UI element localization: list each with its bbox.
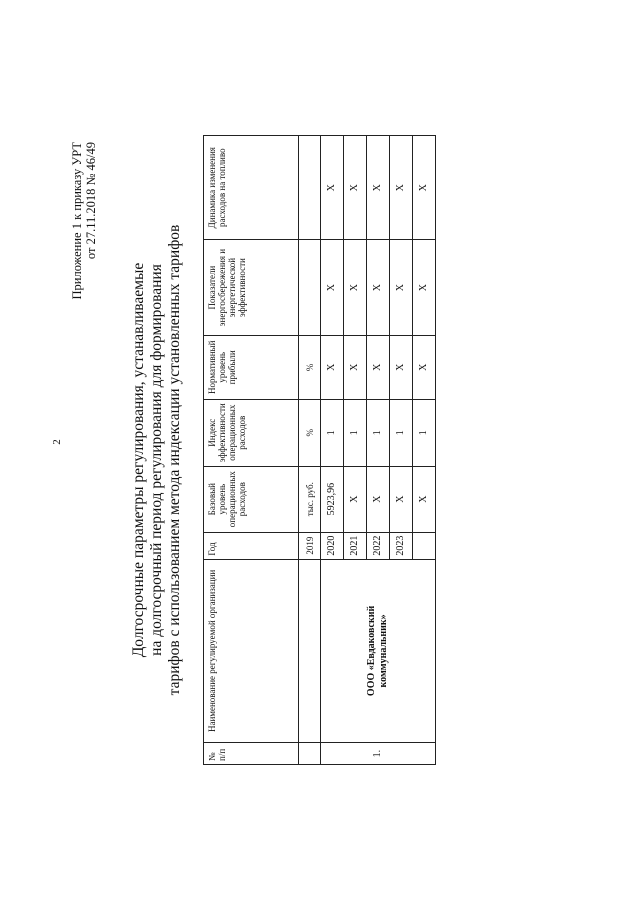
header-energy-saving: Показатели энергосбережения и энергетической эффективности: [204, 240, 299, 335]
table-cell-eff: 1: [390, 399, 413, 466]
title-line-1: Долгосрочные параметры регулирования, устанавливаемые: [130, 262, 147, 658]
table-cell-profit: X: [390, 335, 413, 399]
table-cell-base: X: [390, 466, 413, 532]
table-cell-base: X: [413, 466, 436, 532]
table-cell-year: 2021: [344, 532, 367, 559]
table-cell-year: 2023: [390, 532, 413, 559]
rotated-page-content: [70, 130, 570, 790]
table-cell-base: X: [367, 466, 390, 532]
appendix-line-1: Приложение 1 к приказу УРТ: [70, 142, 84, 300]
header-profit-level: Нормативный уровень прибыли: [204, 335, 299, 399]
table-cell-profit: X: [413, 335, 436, 399]
table-cell-energy: X: [321, 240, 344, 335]
table-cell-fuel: X: [321, 136, 344, 240]
table-cell-base: 5923,96: [321, 466, 344, 532]
units-eff: %: [299, 399, 321, 466]
units-empty: [299, 559, 321, 743]
table-cell-profit: X: [321, 335, 344, 399]
table-cell-base: X: [344, 466, 367, 532]
table-cell-fuel: X: [367, 136, 390, 240]
table-cell-profit: X: [344, 335, 367, 399]
header-year: Год: [204, 532, 299, 559]
units-base: тыс. руб.: [299, 466, 321, 532]
table-cell-energy: X: [390, 240, 413, 335]
table-cell-fuel: X: [413, 136, 436, 240]
header-org-name: Наименование регулируемой организации: [204, 559, 299, 743]
table-cell-year-empty: [413, 532, 436, 559]
table-units-row: [299, 136, 321, 765]
appendix-line-2: от 27.11.2018 № 46/49: [84, 142, 98, 260]
appendix-note: [70, 142, 98, 472]
title-line-3: тарифов с использованием метода индексации установленных тарифов: [166, 224, 183, 696]
header-fuel-dynamics: Динамика изменения расходов на топливо: [204, 136, 299, 240]
table-cell-org-name: ООО «Евдаковский коммунальник»: [321, 559, 436, 743]
table-cell-year: 2022: [367, 532, 390, 559]
header-num: № п/п: [204, 743, 299, 765]
parameters-table: [203, 135, 436, 765]
table-header-row: [204, 136, 299, 765]
table-cell-eff: 1: [367, 399, 390, 466]
table-cell-energy: X: [344, 240, 367, 335]
table-row: [321, 136, 344, 765]
table-cell-eff: 1: [321, 399, 344, 466]
table-cell-year: 2020: [321, 532, 344, 559]
header-efficiency-index: Индекс эффективности операционных расходов: [204, 399, 299, 466]
units-empty: [299, 743, 321, 765]
page-number: 2: [51, 439, 63, 445]
table-cell-eff: 1: [413, 399, 436, 466]
title-line-2: на долгосрочный период регулирования для формирования: [148, 264, 165, 656]
table-cell-energy: X: [367, 240, 390, 335]
header-base-level: Базовый уровень операционных расходов: [204, 466, 299, 532]
table-cell-profit: X: [367, 335, 390, 399]
table-cell-fuel: X: [390, 136, 413, 240]
table-cell-fuel: X: [344, 136, 367, 240]
table-cell-year: 2019: [299, 532, 321, 559]
units-profit: %: [299, 335, 321, 399]
document-title: [130, 130, 184, 790]
units-empty: [299, 136, 321, 240]
table-cell-energy: X: [413, 240, 436, 335]
table-cell-eff: 1: [344, 399, 367, 466]
units-empty: [299, 240, 321, 335]
table-cell-org-num: 1.: [321, 743, 436, 765]
